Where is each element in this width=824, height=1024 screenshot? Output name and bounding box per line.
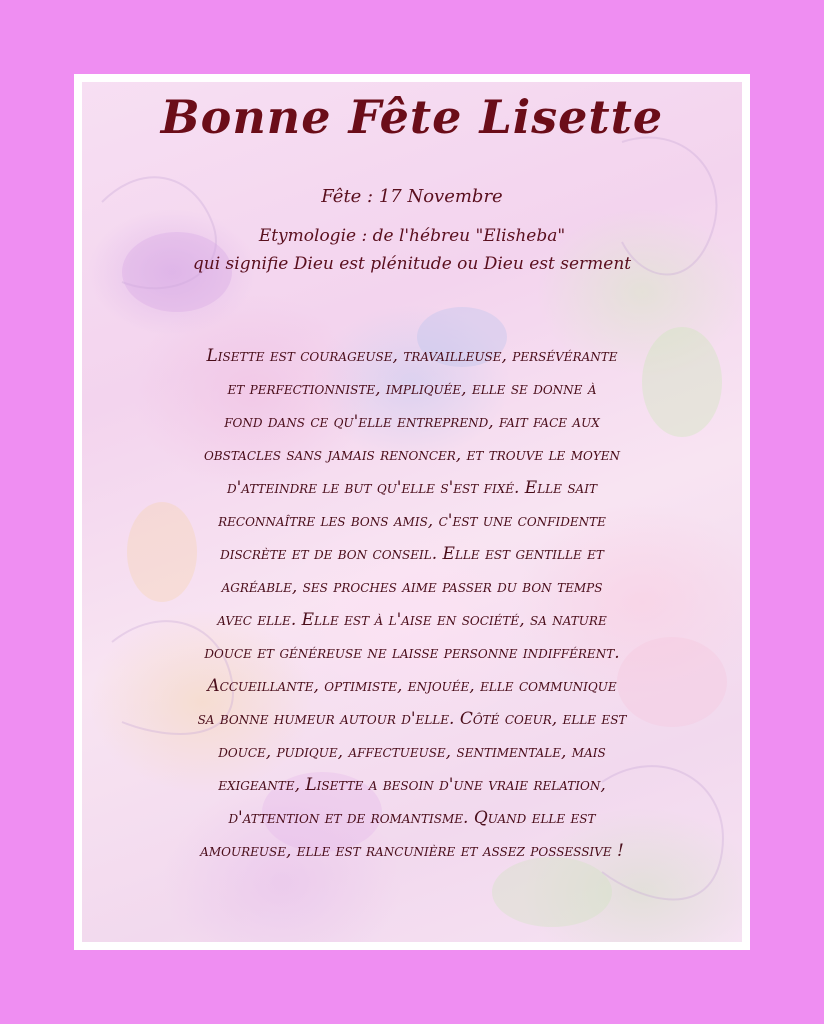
description-line: exigeante, Lisette a besoin d'une vraie relation, — [218, 775, 606, 795]
description-line: fond dans ce qu'elle entreprend, fait face aux — [224, 412, 600, 432]
description-line: avec elle. Elle est à l'aise en société, sa nature — [217, 610, 607, 630]
description-line: douce et généreuse ne laisse personne indifférent. — [204, 643, 620, 663]
description-line: agréable, ses proches aime passer du bon temps — [221, 577, 603, 597]
description-line: obstacles sans jamais renoncer, et trouve le moyen — [203, 445, 621, 465]
description-line: amoureuse, elle est rancunière et assez possessive ! — [200, 841, 624, 861]
description-line: discrète et de bon conseil. Elle est gentille et — [220, 544, 604, 564]
white-frame — [74, 74, 750, 950]
description-paragraph — [102, 340, 722, 868]
description-line: d'atteindre le but qu'elle s'est fixé. Elle sait — [227, 478, 597, 498]
floral-card — [82, 82, 742, 942]
description-line: reconnaître les bons amis, c'est une confidente — [218, 511, 606, 531]
feast-date: Fête : 17 Novembre — [321, 186, 503, 207]
description-line: et perfectionniste, impliquée, elle se donne à — [227, 379, 597, 399]
etymology-line-1: Etymologie : de l'hébreu "Elisheba" — [258, 226, 566, 246]
etymology-line-2: qui signifie Dieu est plénitude ou Dieu est serment — [192, 254, 632, 274]
description-line: Lisette est courageuse, travailleuse, persévérante — [206, 346, 618, 366]
card-title: Bonne Fête Lisette — [160, 90, 664, 144]
description-line: Accueillante, optimiste, enjouée, elle communique — [207, 676, 617, 696]
description-line: sa bonne humeur autour d'elle. Côté coeur, elle est — [197, 709, 627, 729]
description-line: d'attention et de romantisme. Quand elle est — [228, 808, 596, 828]
description-line: douce, pudique, affectueuse, sentimentale, mais — [218, 742, 606, 762]
